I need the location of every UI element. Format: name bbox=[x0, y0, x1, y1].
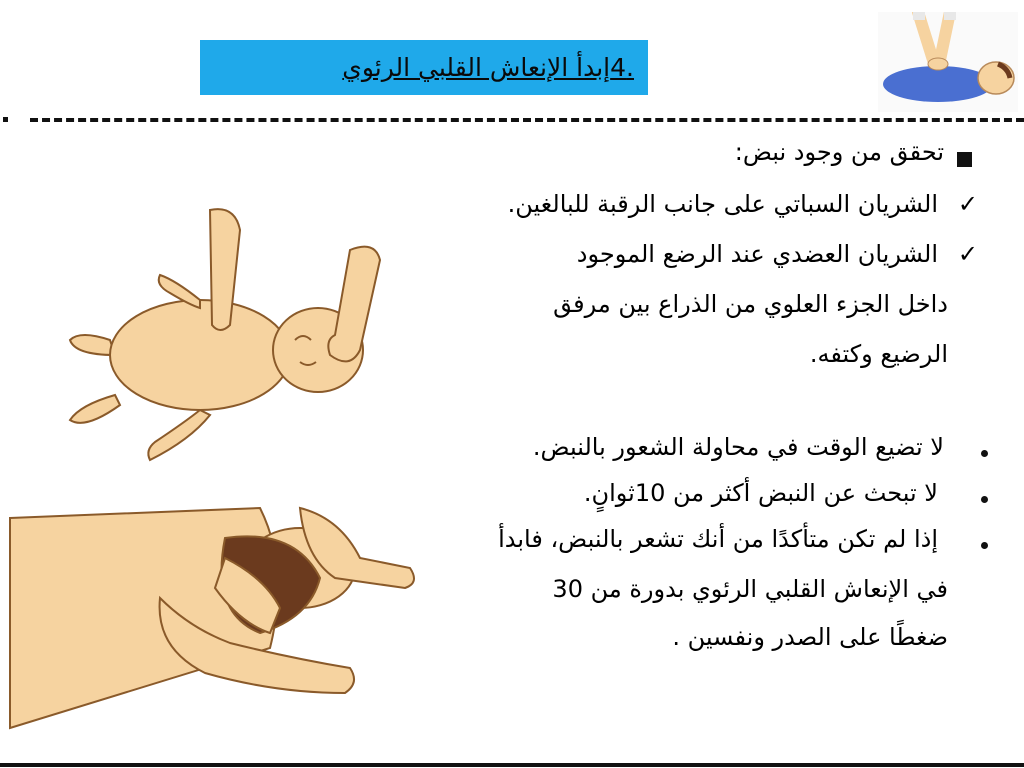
square-bullet-icon bbox=[957, 152, 972, 167]
bullet-ten-seconds: لا تبحث عن النبض أكثر من 10ثوانٍ. bbox=[583, 479, 938, 507]
pulse-heading: تحقق من وجود نبض: bbox=[734, 138, 944, 166]
check-item-brachial-cont-1: داخل الجزء العلوي من الذراع بين مرفق bbox=[553, 290, 948, 318]
check-mark-icon: ✓ bbox=[957, 190, 978, 218]
round-bullet-icon bbox=[981, 542, 988, 549]
title-banner bbox=[200, 40, 648, 95]
round-bullet-icon bbox=[981, 450, 988, 457]
slide-title: .4إبدأ الإنعاش القلبي الرئوي bbox=[342, 53, 634, 82]
adult-pulse-check-illustration bbox=[0, 478, 420, 743]
cpr-compression-icon bbox=[878, 12, 1018, 112]
check-item-carotid: الشريان السباتي على جانب الرقبة للبالغين. bbox=[507, 190, 938, 218]
infant-pulse-check-illustration bbox=[60, 190, 400, 470]
round-bullet-icon bbox=[981, 496, 988, 503]
title-divider bbox=[30, 118, 1024, 122]
bottom-divider bbox=[0, 763, 1024, 767]
divider-dot bbox=[3, 117, 8, 122]
bullet-start-cpr-cont-1: في الإنعاش القلبي الرئوي بدورة من 30 bbox=[552, 575, 948, 603]
check-item-brachial-cont-2: الرضيع وكتفه. bbox=[809, 340, 948, 368]
bullet-start-cpr: إذا لم تكن متأكدًا من أنك تشعر بالنبض، فابدأ bbox=[498, 525, 938, 553]
check-mark-icon: ✓ bbox=[957, 240, 978, 268]
bullet-start-cpr-cont-2: ضغطًا على الصدر ونفسين . bbox=[672, 623, 948, 651]
bullet-dont-waste-time: لا تضيع الوقت في محاولة الشعور بالنبض. bbox=[532, 433, 944, 461]
check-item-brachial: الشريان العضدي عند الرضع الموجود bbox=[576, 240, 938, 268]
